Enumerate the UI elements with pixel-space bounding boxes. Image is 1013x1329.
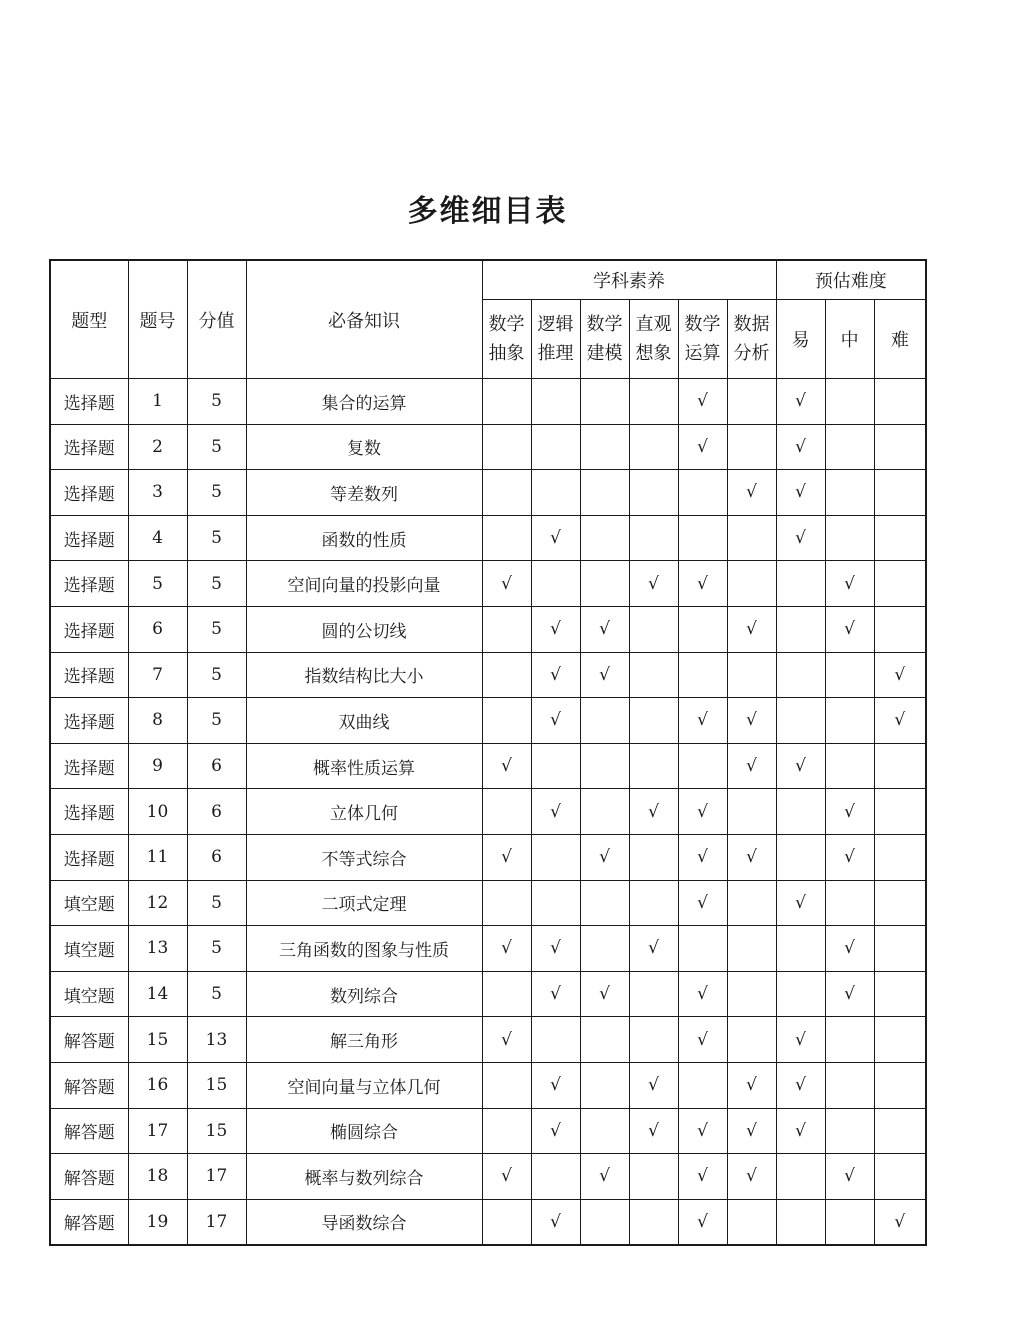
table-row (50, 379, 926, 425)
table-row (50, 470, 926, 516)
cell-score: 5 (187, 379, 246, 425)
cell-mark-abstraction: √ (482, 834, 531, 880)
cell-mark-medium (825, 1017, 874, 1063)
cell-mark-data-analysis: √ (727, 1108, 776, 1154)
cell-question-type: 选择题 (50, 515, 128, 561)
cell-mark-reasoning: √ (531, 1199, 580, 1245)
cell-mark-data-analysis (727, 424, 776, 470)
cell-mark-abstraction (482, 515, 531, 561)
cell-score: 5 (187, 515, 246, 561)
cell-mark-modeling: √ (580, 1154, 629, 1200)
table-row (50, 880, 926, 926)
cell-mark-easy (776, 971, 825, 1017)
cell-question-type: 选择题 (50, 698, 128, 744)
cell-mark-modeling: √ (580, 606, 629, 652)
cell-question-type: 选择题 (50, 424, 128, 470)
cell-question-number: 11 (128, 834, 187, 880)
cell-mark-computation: √ (678, 698, 727, 744)
cell-mark-computation: √ (678, 834, 727, 880)
table-row (50, 652, 926, 698)
cell-mark-reasoning (531, 743, 580, 789)
cell-mark-imagination: √ (629, 789, 678, 835)
cell-knowledge: 立体几何 (246, 789, 482, 835)
cell-mark-computation: √ (678, 424, 727, 470)
header-difficulty-medium: 中 (825, 300, 874, 379)
header-literacy-group: 学科素养 (482, 260, 776, 300)
cell-question-type: 选择题 (50, 743, 128, 789)
cell-mark-hard (874, 1017, 926, 1063)
cell-knowledge: 导函数综合 (246, 1199, 482, 1245)
cell-mark-hard (874, 1108, 926, 1154)
cell-mark-abstraction: √ (482, 1017, 531, 1063)
cell-score: 13 (187, 1017, 246, 1063)
cell-mark-easy: √ (776, 743, 825, 789)
cell-score: 5 (187, 606, 246, 652)
cell-mark-data-analysis (727, 1199, 776, 1245)
cell-question-type: 填空题 (50, 971, 128, 1017)
cell-mark-imagination: √ (629, 561, 678, 607)
cell-mark-abstraction: √ (482, 561, 531, 607)
cell-mark-easy: √ (776, 1017, 825, 1063)
cell-score: 5 (187, 971, 246, 1017)
cell-mark-easy: √ (776, 515, 825, 561)
cell-mark-imagination (629, 470, 678, 516)
cell-mark-modeling (580, 926, 629, 972)
cell-score: 17 (187, 1199, 246, 1245)
cell-question-type: 解答题 (50, 1017, 128, 1063)
cell-mark-imagination: √ (629, 926, 678, 972)
cell-score: 5 (187, 470, 246, 516)
cell-mark-hard (874, 561, 926, 607)
cell-mark-modeling (580, 743, 629, 789)
header-type: 题型 (50, 260, 128, 379)
cell-mark-computation: √ (678, 880, 727, 926)
cell-mark-modeling (580, 1062, 629, 1108)
cell-question-type: 填空题 (50, 926, 128, 972)
cell-mark-hard (874, 926, 926, 972)
cell-mark-reasoning (531, 1017, 580, 1063)
cell-mark-data-analysis: √ (727, 698, 776, 744)
header-literacy-abstraction: 数学 抽象 (482, 300, 531, 379)
cell-knowledge: 函数的性质 (246, 515, 482, 561)
cell-mark-modeling (580, 561, 629, 607)
cell-mark-modeling (580, 1108, 629, 1154)
cell-mark-hard (874, 515, 926, 561)
cell-question-type: 选择题 (50, 652, 128, 698)
cell-mark-imagination (629, 698, 678, 744)
cell-mark-hard (874, 424, 926, 470)
cell-question-number: 8 (128, 698, 187, 744)
cell-score: 6 (187, 834, 246, 880)
cell-mark-easy (776, 561, 825, 607)
cell-mark-data-analysis: √ (727, 1062, 776, 1108)
cell-mark-computation (678, 743, 727, 789)
cell-question-number: 5 (128, 561, 187, 607)
cell-knowledge: 集合的运算 (246, 379, 482, 425)
cell-mark-medium: √ (825, 971, 874, 1017)
cell-mark-reasoning (531, 834, 580, 880)
cell-mark-imagination: √ (629, 1108, 678, 1154)
cell-knowledge: 不等式综合 (246, 834, 482, 880)
cell-mark-reasoning: √ (531, 606, 580, 652)
cell-mark-computation: √ (678, 379, 727, 425)
header-difficulty-group: 预估难度 (776, 260, 926, 300)
table-body (50, 379, 926, 1246)
cell-question-number: 4 (128, 515, 187, 561)
cell-mark-medium (825, 379, 874, 425)
cell-knowledge: 椭圆综合 (246, 1108, 482, 1154)
cell-score: 15 (187, 1108, 246, 1154)
cell-mark-computation (678, 515, 727, 561)
cell-mark-reasoning (531, 561, 580, 607)
cell-mark-data-analysis (727, 561, 776, 607)
cell-question-number: 16 (128, 1062, 187, 1108)
cell-mark-hard (874, 379, 926, 425)
cell-mark-data-analysis (727, 515, 776, 561)
cell-mark-modeling (580, 1017, 629, 1063)
cell-mark-imagination: √ (629, 1062, 678, 1108)
cell-mark-computation (678, 606, 727, 652)
cell-mark-data-analysis: √ (727, 743, 776, 789)
cell-mark-modeling (580, 379, 629, 425)
cell-mark-medium (825, 470, 874, 516)
table-row (50, 743, 926, 789)
cell-knowledge: 双曲线 (246, 698, 482, 744)
cell-mark-abstraction (482, 971, 531, 1017)
cell-mark-computation: √ (678, 1199, 727, 1245)
table-row (50, 1108, 926, 1154)
cell-mark-hard (874, 1062, 926, 1108)
cell-mark-reasoning: √ (531, 971, 580, 1017)
cell-mark-computation: √ (678, 1154, 727, 1200)
cell-mark-computation: √ (678, 789, 727, 835)
table-row (50, 1199, 926, 1245)
cell-mark-reasoning (531, 470, 580, 516)
cell-mark-modeling (580, 424, 629, 470)
cell-question-number: 1 (128, 379, 187, 425)
cell-mark-computation: √ (678, 1108, 727, 1154)
table-row (50, 698, 926, 744)
cell-mark-hard: √ (874, 1199, 926, 1245)
cell-mark-imagination (629, 880, 678, 926)
header-literacy-data-analysis: 数据 分析 (727, 300, 776, 379)
cell-mark-medium (825, 652, 874, 698)
cell-mark-computation (678, 926, 727, 972)
table-header (50, 260, 926, 379)
cell-mark-medium: √ (825, 789, 874, 835)
cell-mark-easy: √ (776, 1062, 825, 1108)
table-row (50, 1154, 926, 1200)
cell-mark-data-analysis (727, 379, 776, 425)
cell-question-type: 选择题 (50, 789, 128, 835)
cell-mark-data-analysis: √ (727, 606, 776, 652)
cell-mark-modeling (580, 1199, 629, 1245)
cell-mark-imagination (629, 424, 678, 470)
cell-question-number: 14 (128, 971, 187, 1017)
cell-mark-data-analysis: √ (727, 834, 776, 880)
cell-mark-imagination (629, 743, 678, 789)
cell-mark-medium (825, 1062, 874, 1108)
cell-question-type: 选择题 (50, 470, 128, 516)
cell-score: 5 (187, 561, 246, 607)
cell-mark-abstraction (482, 1108, 531, 1154)
cell-mark-easy: √ (776, 1108, 825, 1154)
cell-mark-abstraction (482, 880, 531, 926)
cell-mark-medium (825, 698, 874, 744)
cell-score: 5 (187, 698, 246, 744)
cell-mark-reasoning: √ (531, 515, 580, 561)
cell-knowledge: 概率性质运算 (246, 743, 482, 789)
header-knowledge: 必备知识 (246, 260, 482, 379)
header-literacy-computation: 数学 运算 (678, 300, 727, 379)
cell-mark-data-analysis (727, 1017, 776, 1063)
cell-score: 5 (187, 652, 246, 698)
cell-score: 6 (187, 743, 246, 789)
cell-mark-easy (776, 834, 825, 880)
cell-mark-hard: √ (874, 698, 926, 744)
table-row (50, 971, 926, 1017)
cell-question-type: 解答题 (50, 1199, 128, 1245)
cell-mark-hard (874, 880, 926, 926)
cell-question-type: 解答题 (50, 1062, 128, 1108)
cell-question-type: 选择题 (50, 834, 128, 880)
cell-mark-modeling: √ (580, 652, 629, 698)
cell-mark-hard (874, 789, 926, 835)
cell-mark-imagination (629, 379, 678, 425)
cell-mark-hard (874, 606, 926, 652)
cell-mark-easy: √ (776, 880, 825, 926)
cell-mark-imagination (629, 1199, 678, 1245)
cell-mark-imagination (629, 834, 678, 880)
cell-mark-data-analysis (727, 926, 776, 972)
cell-mark-reasoning (531, 424, 580, 470)
cell-mark-hard: √ (874, 652, 926, 698)
header-difficulty-easy: 易 (776, 300, 825, 379)
cell-mark-reasoning (531, 379, 580, 425)
cell-question-number: 13 (128, 926, 187, 972)
cell-mark-easy (776, 1154, 825, 1200)
cell-score: 5 (187, 424, 246, 470)
cell-knowledge: 解三角形 (246, 1017, 482, 1063)
cell-mark-reasoning: √ (531, 698, 580, 744)
cell-knowledge: 指数结构比大小 (246, 652, 482, 698)
header-score: 分值 (187, 260, 246, 379)
cell-score: 6 (187, 789, 246, 835)
cell-mark-reasoning: √ (531, 652, 580, 698)
cell-mark-computation: √ (678, 561, 727, 607)
cell-mark-modeling (580, 698, 629, 744)
cell-score: 15 (187, 1062, 246, 1108)
cell-question-type: 解答题 (50, 1154, 128, 1200)
cell-mark-modeling: √ (580, 971, 629, 1017)
cell-mark-computation (678, 1062, 727, 1108)
cell-mark-imagination (629, 515, 678, 561)
cell-mark-medium: √ (825, 926, 874, 972)
cell-knowledge: 空间向量的投影向量 (246, 561, 482, 607)
cell-question-number: 19 (128, 1199, 187, 1245)
cell-mark-reasoning (531, 1154, 580, 1200)
cell-mark-easy (776, 698, 825, 744)
cell-mark-reasoning: √ (531, 1108, 580, 1154)
cell-mark-imagination (629, 1017, 678, 1063)
cell-mark-medium: √ (825, 561, 874, 607)
table-row (50, 789, 926, 835)
cell-mark-easy: √ (776, 424, 825, 470)
header-literacy-modeling: 数学 建模 (580, 300, 629, 379)
cell-mark-abstraction (482, 424, 531, 470)
cell-mark-easy (776, 926, 825, 972)
cell-mark-hard (874, 470, 926, 516)
table-row (50, 606, 926, 652)
cell-knowledge: 等差数列 (246, 470, 482, 516)
cell-question-number: 3 (128, 470, 187, 516)
cell-mark-medium (825, 743, 874, 789)
cell-mark-abstraction (482, 789, 531, 835)
cell-knowledge: 圆的公切线 (246, 606, 482, 652)
cell-question-type: 解答题 (50, 1108, 128, 1154)
cell-mark-abstraction (482, 379, 531, 425)
cell-mark-hard (874, 1154, 926, 1200)
cell-knowledge: 复数 (246, 424, 482, 470)
cell-question-number: 7 (128, 652, 187, 698)
table-row (50, 926, 926, 972)
cell-mark-modeling (580, 470, 629, 516)
cell-mark-easy: √ (776, 470, 825, 516)
table-row (50, 561, 926, 607)
cell-mark-reasoning (531, 880, 580, 926)
cell-mark-data-analysis: √ (727, 470, 776, 516)
cell-mark-medium (825, 1108, 874, 1154)
cell-mark-medium (825, 880, 874, 926)
cell-mark-data-analysis (727, 971, 776, 1017)
cell-question-type: 选择题 (50, 561, 128, 607)
cell-mark-modeling (580, 789, 629, 835)
cell-mark-abstraction: √ (482, 743, 531, 789)
cell-mark-reasoning: √ (531, 926, 580, 972)
cell-mark-hard (874, 834, 926, 880)
cell-mark-modeling (580, 880, 629, 926)
cell-mark-abstraction: √ (482, 926, 531, 972)
cell-mark-imagination (629, 1154, 678, 1200)
cell-mark-easy (776, 606, 825, 652)
cell-mark-modeling (580, 515, 629, 561)
cell-knowledge: 概率与数列综合 (246, 1154, 482, 1200)
cell-mark-medium (825, 1199, 874, 1245)
cell-mark-abstraction (482, 606, 531, 652)
header-number: 题号 (128, 260, 187, 379)
header-literacy-imagination: 直观 想象 (629, 300, 678, 379)
header-difficulty-hard: 难 (874, 300, 926, 379)
cell-mark-abstraction: √ (482, 1154, 531, 1200)
header-literacy-reasoning: 逻辑 推理 (531, 300, 580, 379)
cell-mark-abstraction (482, 1199, 531, 1245)
cell-knowledge: 三角函数的图象与性质 (246, 926, 482, 972)
cell-mark-computation (678, 470, 727, 516)
cell-mark-modeling: √ (580, 834, 629, 880)
cell-question-type: 选择题 (50, 379, 128, 425)
cell-mark-easy (776, 652, 825, 698)
cell-mark-data-analysis (727, 652, 776, 698)
cell-mark-data-analysis (727, 880, 776, 926)
table-row (50, 1062, 926, 1108)
table-row (50, 515, 926, 561)
cell-mark-hard (874, 971, 926, 1017)
cell-mark-abstraction (482, 698, 531, 744)
cell-mark-medium: √ (825, 1154, 874, 1200)
cell-mark-data-analysis: √ (727, 1154, 776, 1200)
cell-mark-abstraction (482, 652, 531, 698)
table-row (50, 834, 926, 880)
cell-question-number: 17 (128, 1108, 187, 1154)
cell-score: 5 (187, 926, 246, 972)
cell-mark-easy (776, 789, 825, 835)
cell-mark-computation: √ (678, 1017, 727, 1063)
cell-mark-imagination (629, 971, 678, 1017)
table-row (50, 424, 926, 470)
cell-mark-easy (776, 1199, 825, 1245)
cell-question-number: 6 (128, 606, 187, 652)
cell-mark-hard (874, 743, 926, 789)
cell-knowledge: 数列综合 (246, 971, 482, 1017)
cell-score: 17 (187, 1154, 246, 1200)
cell-question-type: 选择题 (50, 606, 128, 652)
cell-question-number: 9 (128, 743, 187, 789)
cell-question-number: 18 (128, 1154, 187, 1200)
cell-question-type: 填空题 (50, 880, 128, 926)
spec-table (49, 259, 927, 1246)
cell-mark-imagination (629, 606, 678, 652)
cell-mark-medium (825, 424, 874, 470)
page-title: 多维细目表 (407, 194, 568, 229)
cell-score: 5 (187, 880, 246, 926)
cell-mark-data-analysis (727, 789, 776, 835)
cell-knowledge: 二项式定理 (246, 880, 482, 926)
cell-mark-abstraction (482, 470, 531, 516)
table-row (50, 1017, 926, 1063)
cell-mark-medium: √ (825, 834, 874, 880)
cell-mark-computation: √ (678, 971, 727, 1017)
cell-mark-abstraction (482, 1062, 531, 1108)
cell-mark-easy: √ (776, 379, 825, 425)
cell-mark-computation (678, 652, 727, 698)
cell-mark-medium (825, 515, 874, 561)
cell-question-number: 15 (128, 1017, 187, 1063)
cell-mark-imagination (629, 652, 678, 698)
cell-mark-medium: √ (825, 606, 874, 652)
cell-question-number: 12 (128, 880, 187, 926)
cell-question-number: 2 (128, 424, 187, 470)
cell-question-number: 10 (128, 789, 187, 835)
cell-knowledge: 空间向量与立体几何 (246, 1062, 482, 1108)
cell-mark-reasoning: √ (531, 789, 580, 835)
cell-mark-reasoning: √ (531, 1062, 580, 1108)
